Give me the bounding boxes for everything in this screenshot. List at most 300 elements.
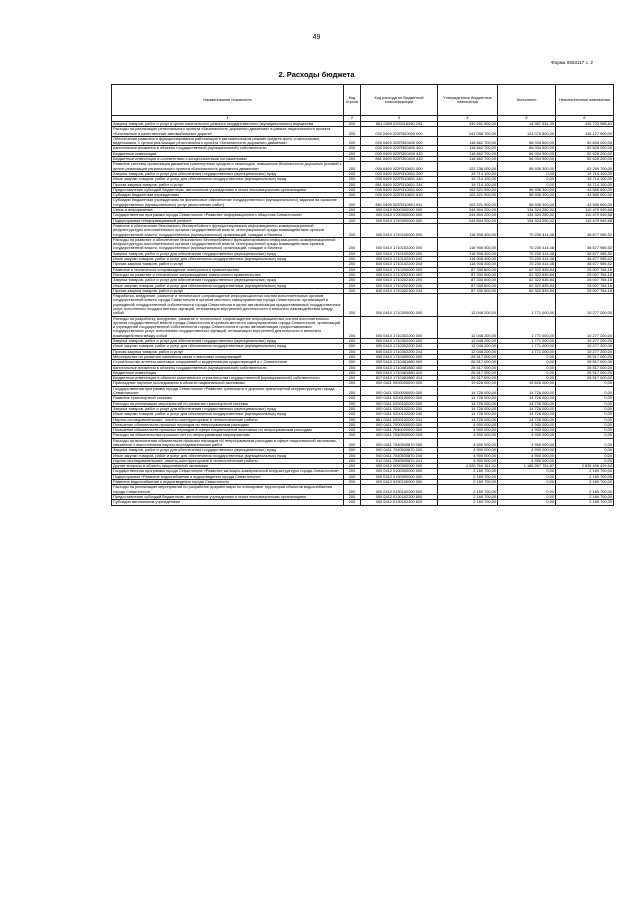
row-name: Закупка товаров, работ и услуг для обеспечения государственных (муниципальных) нужд xyxy=(112,339,344,344)
row-classification-code: 817 0410 1710481880 414 xyxy=(361,376,438,381)
row-approved: 87 330 600,00 xyxy=(438,283,498,288)
row-approved: 118 908 400,00 xyxy=(438,223,498,237)
row-name: Субсидии бюджетным учреждениям xyxy=(112,193,344,198)
row-executed: 66 034 500,00 xyxy=(498,157,556,162)
row-executed: 14 726 000,00 xyxy=(498,386,556,396)
row-executed: 0,00 xyxy=(498,500,556,505)
row-line-code: 200 xyxy=(344,127,361,137)
row-approved: 14 726 000,00 xyxy=(438,412,498,417)
row-classification-code: 000 0409 022R310601 600 xyxy=(361,187,438,192)
row-name: Строительство антенно-мачтовых сооружений и модернизация существующей в г. Севастополе xyxy=(112,360,344,365)
row-line-code: 200 xyxy=(344,438,361,448)
table-row xyxy=(112,294,614,316)
table-header-row xyxy=(112,85,614,116)
row-unexecuted: 2 169 700,00 xyxy=(556,500,614,505)
row-executed: 1 771 000,00 xyxy=(498,344,556,349)
row-approved: 2 169 700,00 xyxy=(438,485,498,495)
row-executed: 62 322 835,84 xyxy=(498,278,556,283)
row-classification-code: 000 0410 1710102200 200 xyxy=(361,251,438,256)
row-unexecuted: 43 585 600,00 xyxy=(556,187,614,192)
row-executed: 1 185 267 751,87 xyxy=(498,464,556,469)
row-line-code: 200 xyxy=(344,288,361,293)
row-line-code: 200 xyxy=(344,251,361,256)
header-classification-code: Код расхода по бюджетной классификации xyxy=(361,85,438,116)
row-approved: 19 714 100,00 xyxy=(438,182,498,187)
row-approved: 14 726 000,00 xyxy=(438,417,498,422)
row-classification-code: 000 0411 7000000000 000 xyxy=(361,422,438,427)
row-approved: 12 048 200,00 xyxy=(438,349,498,354)
row-line-code: 200 xyxy=(344,151,361,156)
column-number: 3 xyxy=(361,116,438,122)
row-name: Расходы на реализацию мероприятий по разработке документации по планировке территории объектов водоснабжения города Севастополя xyxy=(112,485,344,495)
row-executed: 62 322 835,84 xyxy=(498,267,556,272)
row-classification-code: 000 0411 0200102200 000 xyxy=(361,401,438,406)
row-approved: 244 804 200,00 xyxy=(438,213,498,218)
row-executed: 0,00 xyxy=(498,360,556,365)
table-row xyxy=(112,162,614,172)
row-classification-code: 000 0411 7040500870 240 xyxy=(361,453,438,458)
row-name: Государственная программа города Севастополя «Развитие информационного общества Севастополя» xyxy=(112,213,344,218)
row-line-code: 200 xyxy=(344,376,361,381)
row-name: Развитие и техническое сопровождение электронного правительства xyxy=(112,267,344,272)
row-approved: 14 726 000,00 xyxy=(438,396,498,401)
header-line-code: Код строки xyxy=(344,85,361,116)
row-name: Погашение обязательств прошлых периодов по непрограммным расходам xyxy=(112,422,344,427)
row-unexecuted: 10 277 200,00 xyxy=(556,339,614,344)
row-approved: 26 517 000,00 xyxy=(438,376,498,381)
row-approved: 2 169 700,00 xyxy=(438,480,498,485)
row-unexecuted: 43 585 600,00 xyxy=(556,193,614,198)
row-unexecuted: 110 479 949,68 xyxy=(556,218,614,223)
row-executed: 0,00 xyxy=(498,370,556,375)
row-approved: 2 169 700,00 xyxy=(438,474,498,479)
row-unexecuted: 19 714 100,00 xyxy=(556,177,614,182)
row-line-code: 200 xyxy=(344,381,361,386)
row-approved: 87 330 600,00 xyxy=(438,288,498,293)
row-name: Субсидии автономным учреждениям xyxy=(112,500,344,505)
row-executed: 0,00 xyxy=(498,354,556,359)
row-classification-code: 000 0409 022R310601 200 xyxy=(361,171,438,176)
row-unexecuted: 25 007 764,16 xyxy=(556,278,614,283)
row-executed: 14 726 000,00 xyxy=(498,401,556,406)
row-line-code: 200 xyxy=(344,316,361,338)
row-line-code: 200 xyxy=(344,218,361,223)
row-line-code: 200 xyxy=(344,354,361,359)
row-unexecuted: 0,00 xyxy=(556,417,614,422)
table-row xyxy=(112,237,614,251)
table-row xyxy=(112,438,614,448)
row-approved: 118 662 700,00 xyxy=(438,157,498,162)
row-line-code: 200 xyxy=(344,458,361,463)
row-line-code: 200 xyxy=(344,187,361,192)
row-unexecuted: 10 277 200,00 xyxy=(556,316,614,338)
row-classification-code: 000 0411 7040500870 200 xyxy=(361,448,438,453)
column-number: 2 xyxy=(344,116,361,122)
row-line-code: 200 xyxy=(344,464,361,469)
row-line-code: 200 xyxy=(344,448,361,453)
row-classification-code: 000 0409 022R300400 400 xyxy=(361,146,438,151)
row-line-code: 200 xyxy=(344,136,361,146)
row-executed: 4 900 000,00 xyxy=(498,422,556,427)
row-unexecuted: 0,00 xyxy=(556,422,614,427)
row-unexecuted: 52 628 200,00 xyxy=(556,151,614,156)
table-body xyxy=(112,122,614,506)
page-number: 49 xyxy=(312,34,321,41)
row-line-code: 200 xyxy=(344,162,361,172)
row-executed: 66 034 500,00 xyxy=(498,136,556,146)
column-number: 4 xyxy=(438,116,498,122)
row-approved: 87 330 600,00 xyxy=(438,267,498,272)
header-approved: Утвержденные бюджетные назначения xyxy=(438,85,498,116)
row-executed: 134 324 250,32 xyxy=(498,213,556,218)
row-line-code: 200 xyxy=(344,344,361,349)
row-executed: 0,00 xyxy=(498,182,556,187)
row-classification-code: 000 0412 0100000000 000 xyxy=(361,469,438,474)
row-classification-code: 840 0410 1710102200 244 xyxy=(361,262,438,267)
row-executed: 70 230 414,48 xyxy=(498,237,556,251)
row-approved: 4 900 000,00 xyxy=(438,458,498,463)
row-executed: 70 230 414,48 xyxy=(498,223,556,237)
column-number: 1 xyxy=(112,116,344,122)
row-line-code: 200 xyxy=(344,122,361,127)
row-classification-code: 000 0411 7040500870 000 xyxy=(361,438,438,448)
row-unexecuted: 0,00 xyxy=(556,396,614,401)
row-line-code: 200 xyxy=(344,283,361,288)
row-classification-code: 000 0411 0200100000 000 xyxy=(361,396,438,401)
row-executed: 58 936 300,00 xyxy=(498,187,556,192)
row-executed: 1 771 000,00 xyxy=(498,339,556,344)
row-name: Закупка товаров, работ и услуг для обеспечения государственных (муниципальных) нужд xyxy=(112,251,344,256)
row-approved: 19 626 000,00 xyxy=(438,381,498,386)
row-classification-code: 000 0410 1710302200 240 xyxy=(361,344,438,349)
row-unexecuted: 26 517 000,00 xyxy=(556,354,614,359)
row-line-code: 200 xyxy=(344,401,361,406)
row-unexecuted: 52 628 200,00 xyxy=(556,136,614,146)
row-approved: 87 330 600,00 xyxy=(438,272,498,277)
row-classification-code: 000 0410 1710300000 000 xyxy=(361,294,438,316)
row-unexecuted: 26 517 000,00 xyxy=(556,376,614,381)
row-line-code: 200 xyxy=(344,406,361,411)
row-classification-code: 000 0411 0200102200 240 xyxy=(361,412,438,417)
row-classification-code: 000 0410 1710202300 000 xyxy=(361,272,438,277)
row-executed: 134 324 250,32 xyxy=(498,208,556,213)
row-line-code: 200 xyxy=(344,208,361,213)
row-executed: 0,00 xyxy=(498,480,556,485)
row-executed: 62 322 835,84 xyxy=(498,288,556,293)
table-row xyxy=(112,198,614,208)
row-name: Подпрограмма «Развитие водоснабжения и водоотведения города Севастополя» xyxy=(112,474,344,479)
row-classification-code: 000 0411 0000000000 000 xyxy=(361,381,438,386)
row-classification-code: 000 0410 1710400000 000 xyxy=(361,354,438,359)
row-unexecuted: 0,00 xyxy=(556,406,614,411)
row-executed: 4 900 000,00 xyxy=(498,428,556,433)
row-unexecuted: 52 628 200,00 xyxy=(556,157,614,162)
row-classification-code: 000 0411 0200102200 200 xyxy=(361,406,438,411)
row-unexecuted: 0,00 xyxy=(556,438,614,448)
row-approved: 12 048 200,00 xyxy=(438,294,498,316)
row-unexecuted: 2 169 700,00 xyxy=(556,485,614,495)
row-unexecuted: 2 169 700,00 xyxy=(556,469,614,474)
row-classification-code: 000 0410 0000000000 000 xyxy=(361,208,438,213)
row-approved: 12 048 200,00 xyxy=(438,339,498,344)
row-name: Капитальные вложения в объекты государственной (муниципальной) собственности xyxy=(112,146,344,151)
row-executed: 0,00 xyxy=(498,171,556,176)
header-indicator-name: Наименование показателя xyxy=(112,85,344,116)
row-classification-code: 861 0409 022R300400 415 xyxy=(361,157,438,162)
row-approved: 2 169 700,00 xyxy=(438,469,498,474)
row-unexecuted: 26 517 000,00 xyxy=(556,360,614,365)
row-approved: 26 517 000,00 xyxy=(438,354,498,359)
row-unexecuted: 43 585 600,00 xyxy=(556,198,614,208)
row-name: Бюджетные инвестиции в объекты капитального строительства государственной (муниципальной) собственности xyxy=(112,376,344,381)
row-name: Иные закупки товаров, работ и услуг для обеспечения государственных (муниципальных) нужд xyxy=(112,453,344,458)
row-name: Бюджетные инвестиции в соответствии с концессионными соглашениями xyxy=(112,157,344,162)
row-approved: 4 900 000,00 xyxy=(438,438,498,448)
row-line-code: 200 xyxy=(344,198,361,208)
row-approved: 14 726 000,00 xyxy=(438,386,498,396)
row-classification-code: 000 0410 1710481880 410 xyxy=(361,370,438,375)
row-name: Субсидии бюджетным учреждениям на финансовое обеспечение государственного (муниципального) задания на оказание государственных (муниципальных) услуг (выполнение работ) xyxy=(112,198,344,208)
table-row xyxy=(112,316,614,338)
row-name: Расходы на выполнение обязательств прошлых периодов по непрограммным расходам в сфере национальной экономики, связанные с выполнением научно-исследовательских работ xyxy=(112,438,344,448)
row-approved: 118 908 400,00 xyxy=(438,262,498,267)
row-approved: 4 020 764 161,41 xyxy=(438,464,498,469)
table-row xyxy=(112,485,614,495)
row-approved: 4 900 000,00 xyxy=(438,453,498,458)
row-executed: 14 726 000,00 xyxy=(498,412,556,417)
row-line-code: 200 xyxy=(344,396,361,401)
row-classification-code: 000 0410 1710302200 000 xyxy=(361,316,438,338)
row-classification-code: 000 0409 022R310601 000 xyxy=(361,162,438,172)
row-classification-code: 000 0410 1710102200 000 xyxy=(361,237,438,251)
row-unexecuted: 0,00 xyxy=(556,458,614,463)
row-line-code: 200 xyxy=(344,262,361,267)
row-name: Прочая закупка товаров, работ и услуг xyxy=(112,288,344,293)
row-name: Прочая закупка товаров, работ и услуг xyxy=(112,182,344,187)
row-name: Развитие и обеспечение безопасного бесперебойного функционирования информационно-коммуникационной инфраструктуры исполнительных органов государственной власти, интеграционной среды взаимодействия органов государственной власти, государственных (муниципальных) организаций, граждан и бизнеса xyxy=(112,223,344,237)
row-executed: 70 230 414,48 xyxy=(498,251,556,256)
row-name: Предоставление субсидий бюджетным, автономным учреждениям и иным некоммерческим организациям xyxy=(112,187,344,192)
row-line-code: 200 xyxy=(344,480,361,485)
row-unexecuted: 0,00 xyxy=(556,401,614,406)
row-classification-code: 000 0410 1710200000 000 xyxy=(361,267,438,272)
row-name: Связь и информатика xyxy=(112,208,344,213)
row-approved: 102 521 900,00 xyxy=(438,193,498,198)
row-line-code: 200 xyxy=(344,272,361,277)
row-classification-code: 840 0410 1710202300 244 xyxy=(361,288,438,293)
row-name: Бюджетные инвестиции xyxy=(112,151,344,156)
row-approved: 12 048 200,00 xyxy=(438,344,498,349)
row-unexecuted: 0,00 xyxy=(556,428,614,433)
row-approved: 241 098 700,00 xyxy=(438,127,498,137)
row-classification-code: 000 0410 1710481880 000 xyxy=(361,360,438,365)
row-classification-code: 000 0411 7040000000 000 xyxy=(361,428,438,433)
row-executed: 0,00 xyxy=(498,474,556,479)
row-approved: 102 521 900,00 xyxy=(438,187,498,192)
row-classification-code: 000 0409 022R310601 610 xyxy=(361,193,438,198)
row-line-code: 200 xyxy=(344,349,361,354)
row-name: Расходы на развитие и обеспечение безопасного бесперебойного функционирования информационно-коммуникационной инфраструктуры исполнительных органов государственной власти, интеграционной среды взаимодействия органов государственной власти, государственных (муниципальных) организаций, граждан и бизнеса xyxy=(112,237,344,251)
row-unexecuted: 10 277 200,00 xyxy=(556,344,614,349)
row-line-code: 200 xyxy=(344,500,361,505)
row-line-code: 200 xyxy=(344,157,361,162)
row-classification-code: 840 0410 1710302200 244 xyxy=(361,349,438,354)
row-unexecuted: 48 677 985,52 xyxy=(556,223,614,237)
row-line-code: 200 xyxy=(344,412,361,417)
row-executed: 4 900 000,00 xyxy=(498,438,556,448)
row-line-code: 200 xyxy=(344,360,361,365)
row-classification-code: 861 0409 0220116390 243 xyxy=(361,122,438,127)
budget-expenditure-table xyxy=(111,84,614,506)
row-approved: 4 900 000,00 xyxy=(438,428,498,433)
row-line-code: 200 xyxy=(344,370,361,375)
row-line-code: 200 xyxy=(344,146,361,151)
row-line-code: 200 xyxy=(344,469,361,474)
row-unexecuted: 25 007 764,16 xyxy=(556,267,614,272)
row-classification-code: 000 0411 0200000000 000 xyxy=(361,386,438,396)
row-executed: 58 936 300,00 xyxy=(498,193,556,198)
row-approved: 14 726 000,00 xyxy=(438,401,498,406)
row-approved: 122 236 000,00 xyxy=(438,162,498,172)
row-classification-code: 000 0410 1700000000 000 xyxy=(361,213,438,218)
row-executed: 4 900 000,00 xyxy=(498,458,556,463)
row-classification-code: 000 0412 0130102200 620 xyxy=(361,500,438,505)
table-row xyxy=(112,127,614,137)
table-row xyxy=(112,136,614,146)
row-unexecuted: 48 677 985,52 xyxy=(556,237,614,251)
row-line-code: 200 xyxy=(344,417,361,422)
row-name: Иные закупки товаров, работ и услуг для обеспечения государственных (муниципальных) нужд xyxy=(112,257,344,262)
row-approved: 118 662 700,00 xyxy=(438,151,498,156)
header-executed: Исполнено xyxy=(498,85,556,116)
row-line-code: 200 xyxy=(344,339,361,344)
row-line-code: 200 xyxy=(344,428,361,433)
row-executed: 0,00 xyxy=(498,365,556,370)
row-name: Иные закупки товаров, работ и услуг для обеспечения государственных (муниципальных) нужд xyxy=(112,412,344,417)
row-classification-code: 000 0412 0130100000 000 xyxy=(361,480,438,485)
row-approved: 19 714 100,00 xyxy=(438,177,498,182)
row-name: Закупка товаров, работ и услуг для обеспечения государственных (муниципальных) нужд xyxy=(112,406,344,411)
row-unexecuted: 2 835 496 419,54 xyxy=(556,464,614,469)
row-line-code: 200 xyxy=(344,237,361,251)
row-line-code: 200 xyxy=(344,494,361,499)
row-name: Предоставление субсидий бюджетным, автономным учреждениям и иным некоммерческим организациям xyxy=(112,494,344,499)
row-approved: 102 521 900,00 xyxy=(438,198,498,208)
row-line-code: 200 xyxy=(344,182,361,187)
section-title: 2. Расходы бюджета xyxy=(278,70,355,79)
row-line-code: 200 xyxy=(344,485,361,495)
row-executed: 134 324 250,32 xyxy=(498,218,556,223)
row-executed: 70 230 414,48 xyxy=(498,262,556,267)
row-executed: 0,00 xyxy=(498,485,556,495)
row-name: Подпрограмма «Информационный регион» xyxy=(112,218,344,223)
row-executed: 66 034 500,00 xyxy=(498,146,556,151)
row-classification-code: 000 0409 022R300400 410 xyxy=(361,151,438,156)
row-classification-code: 000 0410 1710102200 240 xyxy=(361,257,438,262)
row-approved: 87 330 600,00 xyxy=(438,278,498,283)
row-name: Разработка, внедрение, развитие и техническое сопровождение информационных систем исполнительных органов государственной власти города Севастополя и органов местного самоуправления города Севастополя, организаций и учреждений государственной собственности города Севастополя в целях автоматизации предоставляемых государственных услуг, исполнения государственных функций, оптимизации внутренней деятельности и внешнего взаимодействия между собой xyxy=(112,294,344,316)
row-classification-code: 000 0412 0130102200 000 xyxy=(361,485,438,495)
row-line-code: 200 xyxy=(344,267,361,272)
row-approved: 244 804 200,00 xyxy=(438,208,498,213)
row-unexecuted: 110 479 949,68 xyxy=(556,208,614,213)
row-line-code: 200 xyxy=(344,386,361,396)
row-classification-code: 861 0411 0200102200 241 xyxy=(361,417,438,422)
row-name: Развитие системы организации движения транспортных средств и пешеходов, повышение безопасности дорожных условий с целью реализации регионального проекта «Безопасность дорожного движения» xyxy=(113,161,342,171)
row-name: Расходы на реализацию регионального проекта «Безопасность дорожного движения» в рамках национального проекта «Безопасные и качественные автомобильные дороги» xyxy=(112,127,344,137)
row-classification-code: 000 0410 1710302200 200 xyxy=(361,339,438,344)
row-executed: 14 967 531,39 xyxy=(498,122,556,127)
row-name: Капитальные вложения в объекты государственной (муниципальной) собственности xyxy=(112,365,344,370)
row-approved: 2 169 700,00 xyxy=(438,494,498,499)
row-line-code: 200 xyxy=(344,257,361,262)
row-approved: 244 804 200,00 xyxy=(438,218,498,223)
row-unexecuted: 48 677 985,52 xyxy=(556,251,614,256)
row-unexecuted: 2 169 700,00 xyxy=(556,474,614,479)
row-executed: 14 726 000,00 xyxy=(498,417,556,422)
row-unexecuted: 48 677 985,52 xyxy=(556,257,614,262)
row-approved: 430 651 500,00 xyxy=(438,122,498,127)
row-approved: 4 900 000,00 xyxy=(438,448,498,453)
column-number: 5 xyxy=(498,116,556,122)
form-reference: Форма 0503117 с. 2 xyxy=(551,60,593,65)
row-unexecuted: 10 277 200,00 xyxy=(556,294,614,316)
row-name: Развитие водоснабжения и водоотведения города Севастополя xyxy=(112,480,344,485)
row-executed: 4 900 000,00 xyxy=(498,453,556,458)
row-unexecuted: 110 479 949,68 xyxy=(556,213,614,218)
row-executed: 4 900 000,00 xyxy=(498,448,556,453)
row-executed: 70 230 414,48 xyxy=(498,257,556,262)
row-unexecuted: 26 517 000,00 xyxy=(556,365,614,370)
row-name: Государственная программа города Севастополя «Развитие транспорта и дорожно-транспортной инфраструктуры города Севастополя» xyxy=(112,386,344,396)
row-executed: 66 034 500,00 xyxy=(498,151,556,156)
row-classification-code: 000 0409 022R300000 000 xyxy=(361,127,438,137)
row-unexecuted: 0,00 xyxy=(556,453,614,458)
row-executed: 1 771 000,00 xyxy=(498,349,556,354)
row-unexecuted: 10 277 200,00 xyxy=(556,349,614,354)
row-executed: 0,00 xyxy=(498,469,556,474)
row-approved: 118 908 400,00 xyxy=(438,251,498,256)
row-executed: 19 626 000,00 xyxy=(498,381,556,386)
row-classification-code: 000 0412 0000000000 000 xyxy=(361,464,438,469)
row-line-code: 200 xyxy=(344,422,361,427)
row-name: Расходы на разработку, внедрение, развитие и техническое сопровождение информационных систем исполнительных органов государственной власти города Севастополя и органов местного самоуправления города Севастополя, организаций и учреждений государственной собственности города Севастополя в целях автоматизации предоставляемых государственных услуг, исполнения государственных функций, оптимизации внутренней деятельности и внешнего взаимодействия между собой xyxy=(112,316,344,338)
row-classification-code: 000 0412 0130000000 000 xyxy=(361,474,438,479)
row-executed: 14 726 000,00 xyxy=(498,396,556,401)
row-name: Прочая закупка товаров, работ и услуг xyxy=(112,349,344,354)
row-executed: 1 771 000,00 xyxy=(498,294,556,316)
row-name: Закупка товаров, работ и услуг в целях капитального ремонта государственного (муниципального) имущества xyxy=(112,122,344,127)
row-line-code: 200 xyxy=(344,278,361,283)
row-executed: 124 070 800,00 xyxy=(498,127,556,137)
row-name: Обеспечение развития и функционирования работающих в автоматическом режиме средств фото- и киносъемки, видеозаписи, с целью реализации регионального проекта «Безопасность дорожного движения» xyxy=(112,136,344,146)
row-name: Государственная программа города Севастополя «Развитие жилищно-коммунальной инфраструктуры города Севастополя» xyxy=(112,469,344,474)
row-name: Закупка товаров, работ и услуг для обеспечения государственных (муниципальных) нужд xyxy=(112,278,344,283)
row-name: Иные закупки товаров, работ и услуг для обеспечения государственных (муниципальных) нужд xyxy=(112,283,344,288)
row-classification-code: 861 0409 022R310601 244 xyxy=(361,182,438,187)
row-approved: 26 517 000,00 xyxy=(438,365,498,370)
row-classification-code: 000 0409 022R300400 000 xyxy=(361,136,438,146)
row-executed: 4 900 000,00 xyxy=(498,433,556,438)
row-approved: 2 169 700,00 xyxy=(438,500,498,505)
row-classification-code: 000 0410 1710100000 000 xyxy=(361,223,438,237)
row-approved: 26 517 000,00 xyxy=(438,370,498,375)
row-name: Расходы на развитие и техническое сопровождение электронного правительства xyxy=(112,272,344,277)
row-classification-code: 012 0411 7040500870 241 xyxy=(361,458,438,463)
row-unexecuted: 0,00 xyxy=(556,433,614,438)
row-line-code: 200 xyxy=(344,365,361,370)
row-name: Закупка товаров, работ и услуг для обеспечения государственных (муниципальных) нужд xyxy=(112,171,344,176)
